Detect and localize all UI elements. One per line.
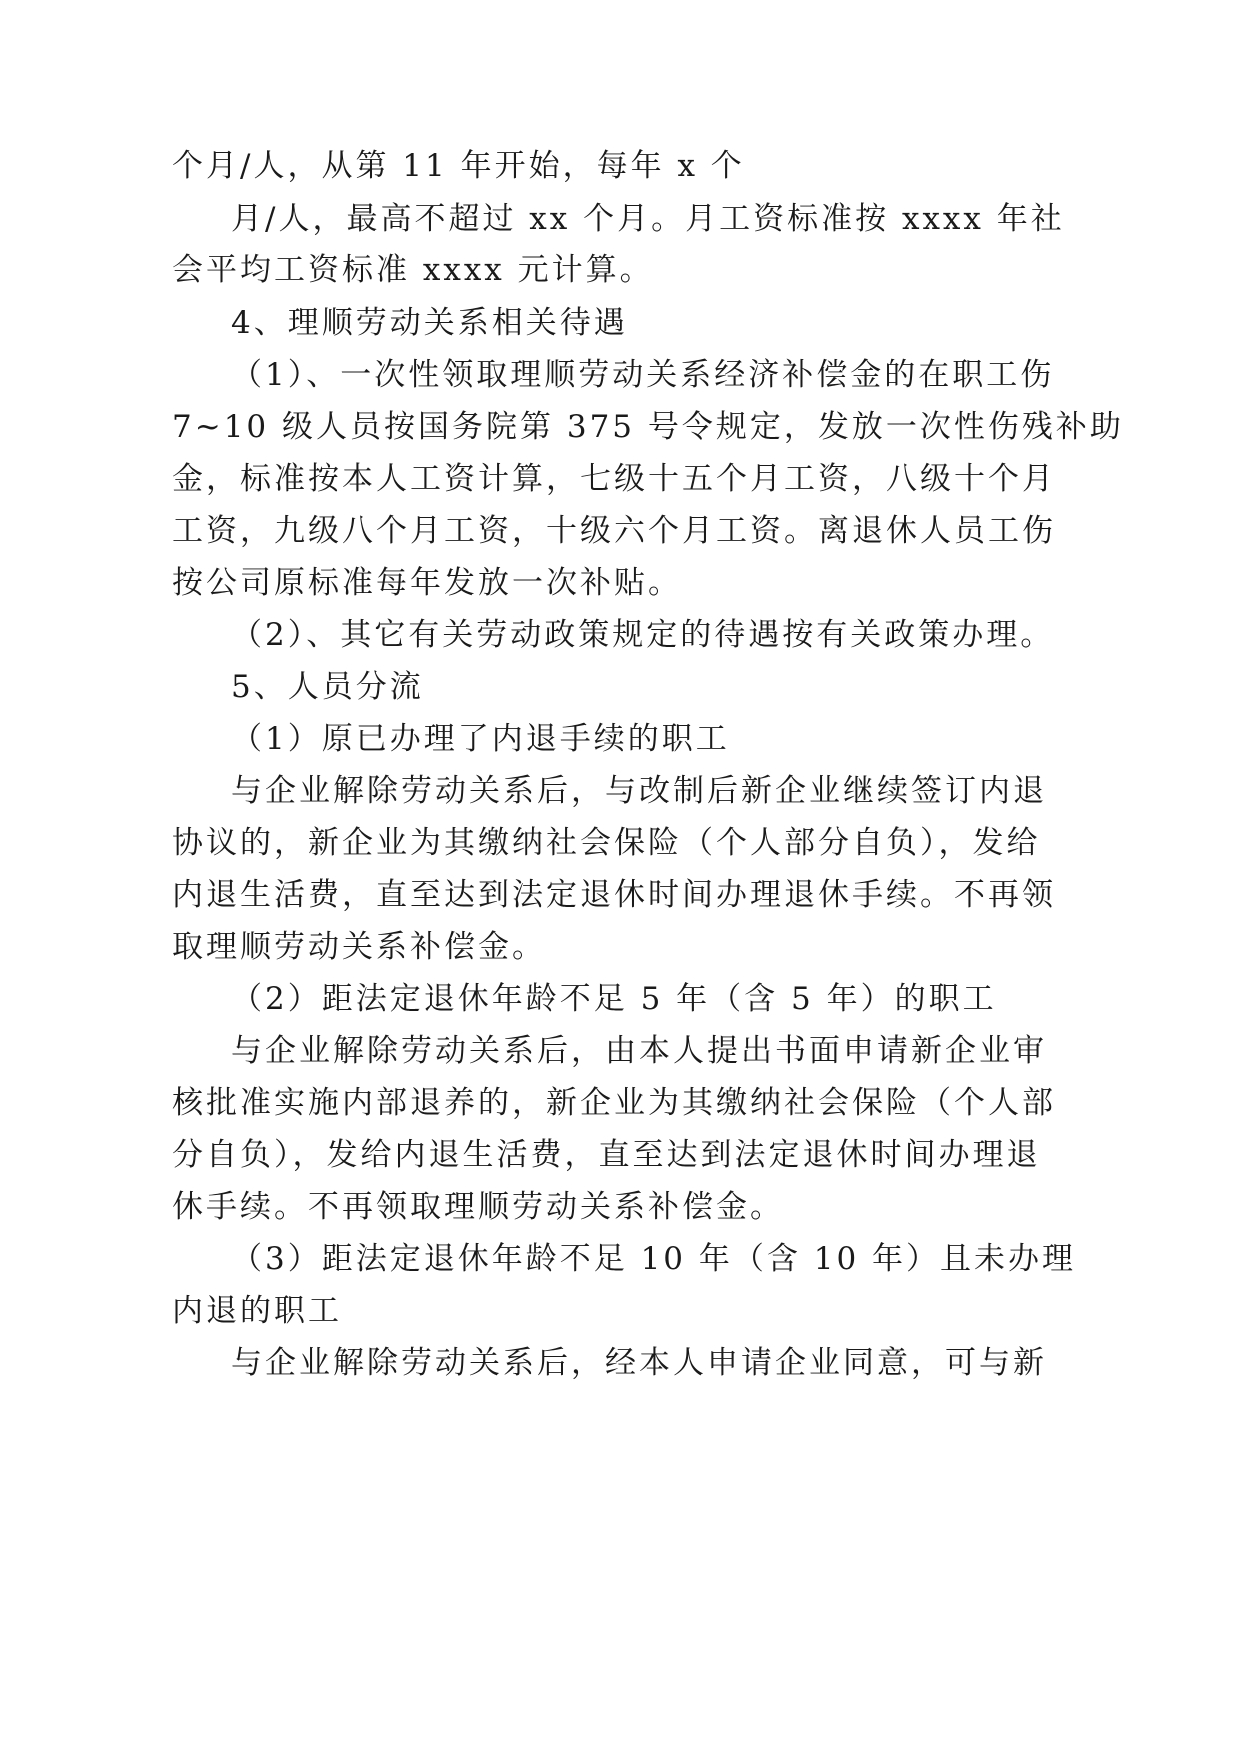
section-heading: 4、理顺劳动关系相关待遇 bbox=[231, 305, 628, 341]
text-line: 分自负），发给内退生活费，直至达到法定退休时间办理退 bbox=[172, 1137, 1041, 1173]
text-line: （2）、其它有关劳动政策规定的待遇按有关政策办理。 bbox=[231, 617, 1055, 653]
text-line: 与企业解除劳动关系后，由本人提出书面申请新企业审 bbox=[231, 1033, 1047, 1069]
text-line: 工资，九级八个月工资，十级六个月工资。离退休人员工伤 bbox=[172, 513, 1056, 549]
section-heading: 5、人员分流 bbox=[231, 669, 424, 705]
text-line: 7~10 级人员按国务院第 375 号令规定，发放一次性伤残补助 bbox=[172, 409, 1124, 445]
text-line: 取理顺劳动关系补偿金。 bbox=[172, 929, 546, 965]
text-line: 与企业解除劳动关系后，经本人申请企业同意，可与新 bbox=[231, 1345, 1047, 1381]
text-line: 月/人，最高不超过 xx 个月。月工资标准按 xxxx 年社 bbox=[231, 201, 1065, 237]
text-line: 金，标准按本人工资计算，七级十五个月工资，八级十个月 bbox=[172, 461, 1056, 497]
text-line: 休手续。不再领取理顺劳动关系补偿金。 bbox=[172, 1189, 784, 1225]
text-line: （1）、一次性领取理顺劳动关系经济补偿金的在职工伤 bbox=[231, 357, 1055, 393]
text-line: 内退生活费，直至达到法定退休时间办理退休手续。不再领 bbox=[172, 877, 1056, 913]
text-line: 协议的，新企业为其缴纳社会保险（个人部分自负），发给 bbox=[172, 825, 1041, 861]
text-line: 内退的职工 bbox=[172, 1293, 342, 1329]
text-line: 会平均工资标准 xxxx 元计算。 bbox=[172, 252, 654, 288]
text-line: 按公司原标准每年发放一次补贴。 bbox=[172, 565, 682, 601]
subsection-heading: （3）距法定退休年龄不足 10 年（含 10 年）且未办理 bbox=[231, 1241, 1077, 1277]
text-line: 个月/人，从第 11 年开始，每年 x 个 bbox=[172, 148, 745, 184]
text-line: 与企业解除劳动关系后，与改制后新企业继续签订内退 bbox=[231, 773, 1047, 809]
text-line: 核批准实施内部退养的，新企业为其缴纳社会保险（个人部 bbox=[172, 1085, 1056, 1121]
subsection-heading: （1）原已办理了内退手续的职工 bbox=[231, 721, 730, 757]
subsection-heading: （2）距法定退休年龄不足 5 年（含 5 年）的职工 bbox=[231, 981, 997, 1017]
